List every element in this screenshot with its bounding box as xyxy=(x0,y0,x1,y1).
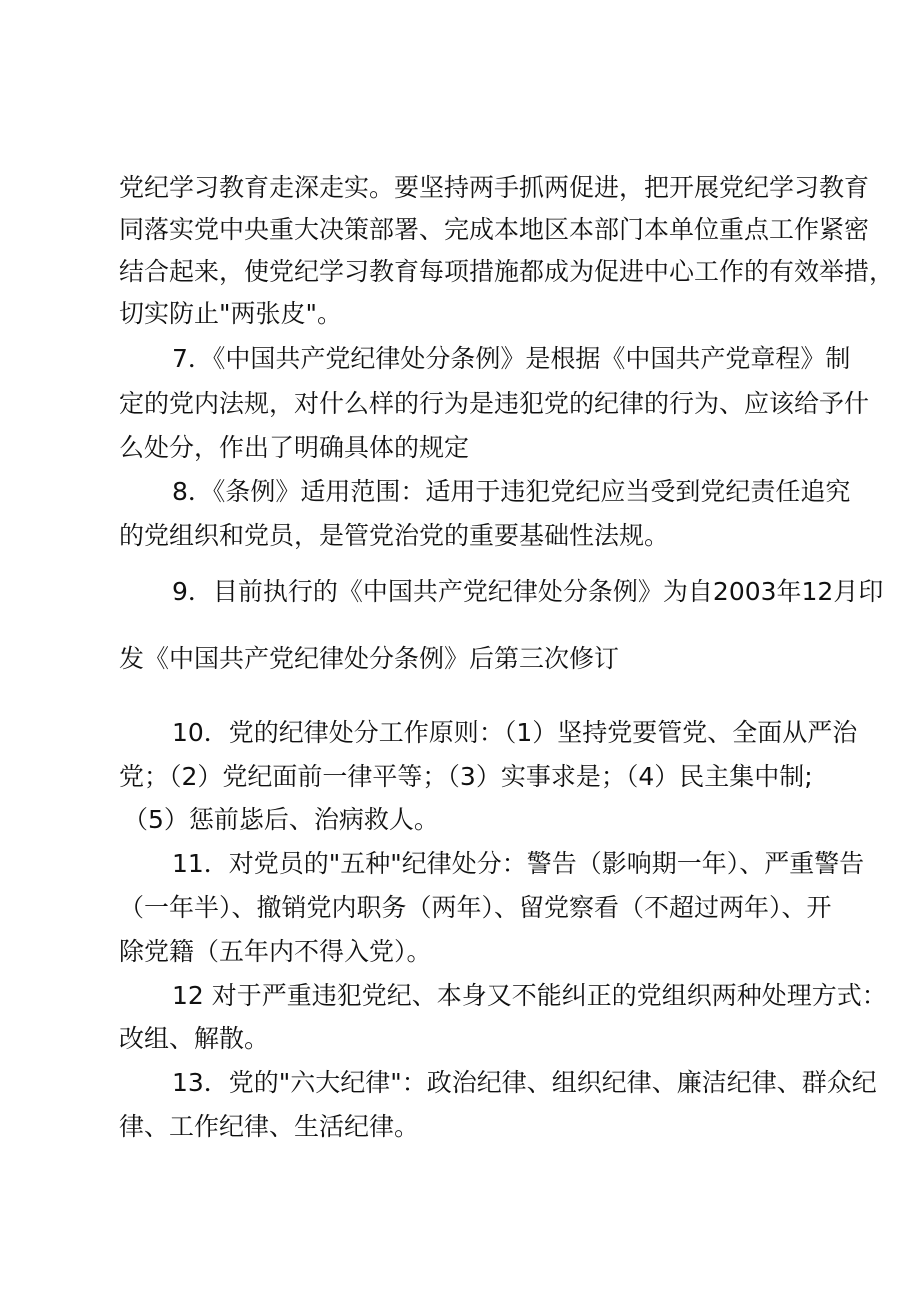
text-line: 8．《条例》适用范围：适用于违犯党纪应当受到党纪责任追究 xyxy=(172,477,851,506)
text-line: 的党组织和党员，是管党治党的重要基础性法规。 xyxy=(119,521,670,550)
text-line: 么处分，作出了明确具体的规定 xyxy=(119,433,470,462)
text-line: 律、工作纪律、生活纪律。 xyxy=(119,1112,420,1141)
text-line: 11．对党员的"五种"纪律处分：警告（影响期一年）、严重警告 xyxy=(172,849,865,878)
text-line: 13．党的"六大纪律"：政治纪律、组织纪律、廉洁纪律、群众纪 xyxy=(172,1068,877,1097)
text-line: （一年半）、撤销党内职务（两年）、留党察看（不超过两年）、开 xyxy=(119,893,832,922)
text-line: （5）惩前毖后、治病救人。 xyxy=(123,805,439,834)
text-line: 定的党内法规，对什么样的行为是违犯党的纪律的行为、应该给予什 xyxy=(119,389,870,418)
text-line: 10．党的纪律处分工作原则：（1）坚持党要管党、全面从严治 xyxy=(172,718,858,747)
text-line: 改组、解散。 xyxy=(119,1024,270,1053)
text-line: 12 对于严重违犯党纪、本身又不能纠正的党组织两种处理方式： xyxy=(172,981,887,1010)
text-line: 发《中国共产党纪律处分条例》后第三次修订 xyxy=(119,644,620,673)
text-line: 党纪学习教育走深走实。要坚持两手抓两促进，把开展党纪学习教育 xyxy=(119,173,870,202)
text-line: 同落实党中央重大决策部署、完成本地区本部门本单位重点工作紧密 xyxy=(119,215,870,244)
text-line: 9．目前执行的《中国共产党纪律处分条例》为自2003年12月印 xyxy=(172,577,884,606)
text-line: 除党籍（五年内不得入党）。 xyxy=(119,937,432,966)
text-line: 党；（2）党纪面前一律平等；（3）实事求是；（4）民主集中制; xyxy=(119,762,813,791)
text-line: 7．《中国共产党纪律处分条例》是根据《中国共产党章程》制 xyxy=(172,344,851,373)
text-line: 切实防止"两张皮"。 xyxy=(119,299,342,328)
text-line: 结合起来，使党纪学习教育每项措施都成为促进中心工作的有效举措， xyxy=(119,257,895,286)
